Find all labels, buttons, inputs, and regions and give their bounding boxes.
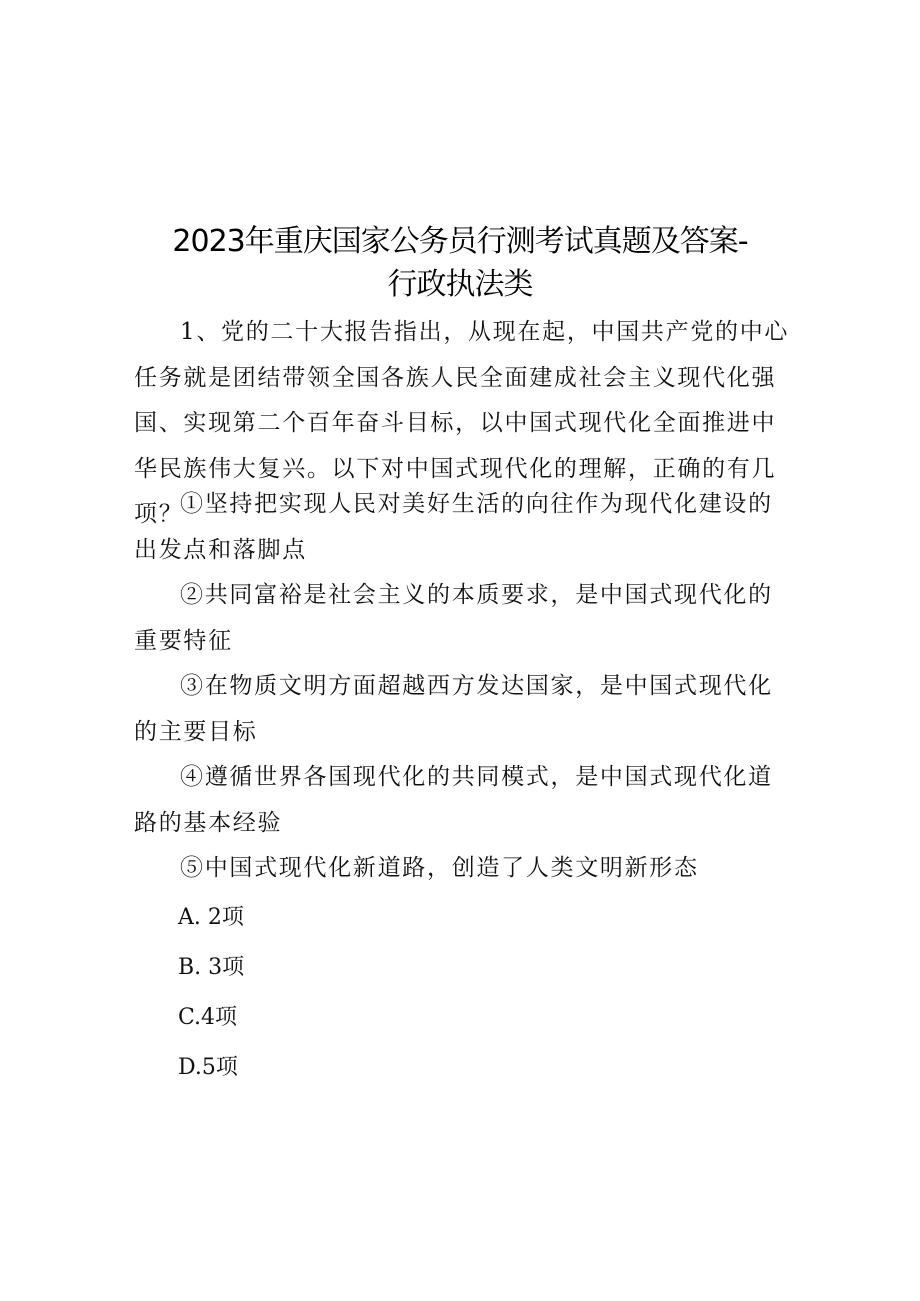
statement-5: ⑤中国式现代化新道路，创造了人类文明新形态 (180, 855, 699, 881)
choice-b: B. 3项 (178, 955, 245, 980)
choice-c: C.4项 (178, 1005, 238, 1030)
question-stem: 1、党的二十大报告指出，从现在起，中国共产党的中心任务就是团结带领全国各族人民全面建成社会主义现代化强国、实现第二个百年奋斗目标，以中国式现代化全面推进中华民族伟大复兴。以下对中国式现代化的理解，正确的有几项？ (134, 319, 790, 528)
choice-a: A. 2项 (178, 905, 244, 930)
statement-4: ④遵循世界各国现代化的共同模式，是中国式现代化道路的基本经验 (134, 764, 773, 836)
statement-3: ③在物质文明方面超越西方发达国家，是中国式现代化的主要目标 (134, 673, 773, 745)
document-title-line-2: 行政执法类 (387, 267, 533, 302)
statement-2: ②共同富裕是社会主义的本质要求，是中国式现代化的重要特征 (134, 582, 773, 654)
document-title-line-1: 2023年重庆国家公务员行测考试真题及答案- (172, 224, 748, 259)
choice-d: D.5项 (178, 1055, 238, 1080)
statement-1: ①坚持把实现人民对美好生活的向往作为现代化建设的出发点和落脚点 (134, 491, 773, 563)
